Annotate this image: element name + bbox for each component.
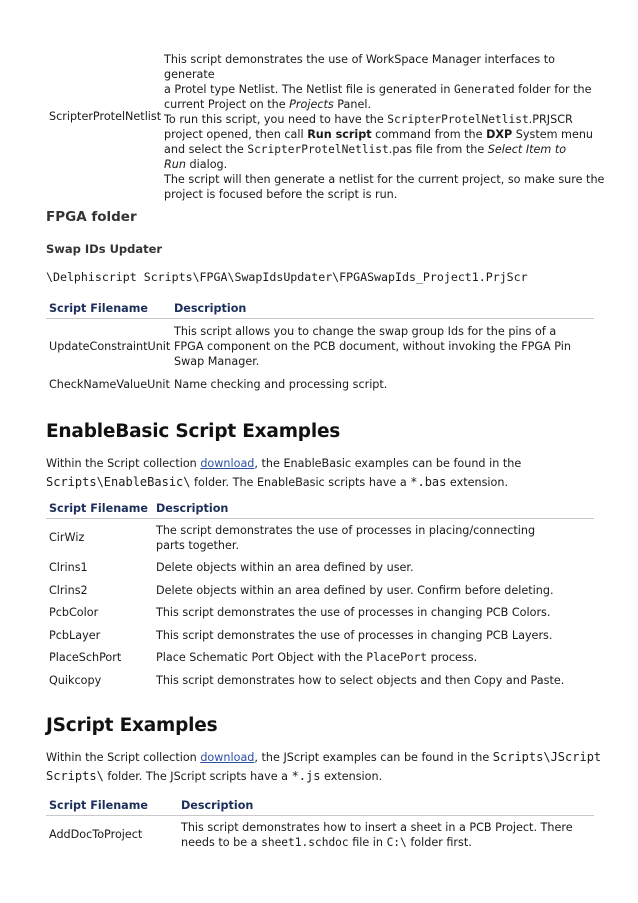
- table-row: [46, 816, 594, 854]
- jscript-scripts-table: [46, 799, 594, 854]
- enablebasic-scripts-table: [46, 502, 594, 692]
- table-row: [46, 647, 594, 670]
- script-filename-cell: CheckNameValueUnit: [49, 378, 170, 391]
- fpga-scripts-table: [46, 302, 594, 396]
- column-header-filename: Script Filename: [49, 799, 148, 812]
- script-description-cell: Name checking and processing script.: [174, 378, 388, 391]
- download-link[interactable]: download: [200, 751, 255, 764]
- table-row: [46, 624, 594, 647]
- script-filename-cell: Clrins2: [49, 583, 88, 597]
- download-link[interactable]: download: [200, 457, 255, 470]
- script-description-cell: Place Schematic Port Object with the PlacePort process.: [156, 651, 478, 665]
- script-description-cell: This script demonstrates the use of processes in changing PCB Colors.: [156, 606, 551, 620]
- script-description-cell: Delete objects within an area defined by user.: [156, 561, 414, 575]
- column-header-filename: Script Filename: [49, 302, 148, 315]
- description-line: The script will then generate a netlist for the current project, so make sure the: [164, 173, 605, 186]
- description-line: project is focused before the script is run.: [164, 188, 398, 201]
- script-description-cell: This script demonstrates how to insert a sheet in a PCB Project. There needs to be a sheet1.schdoc file in C:\ folder first.: [181, 820, 573, 849]
- table-row: [46, 669, 594, 692]
- description-line: Run dialog.: [164, 158, 228, 171]
- table-header-row: [46, 799, 594, 816]
- description-line: current Project on the Projects Panel.: [164, 98, 372, 111]
- intro-line: Within the Script collection download, the EnableBasic examples can be found in the: [46, 457, 522, 470]
- intro-line: Scripts\ folder. The JScript scripts have a *.js extension.: [46, 769, 383, 783]
- script-filename-cell: PlaceSchPort: [49, 651, 122, 665]
- description-line: This script demonstrates the use of WorkSpace Manager interfaces to generate: [164, 53, 555, 81]
- script-filename-cell: ScripterProtelNetlist: [49, 110, 162, 123]
- table-row: [46, 374, 594, 396]
- script-filename-cell: AddDocToProject: [49, 828, 143, 842]
- script-filename-cell: PcbLayer: [49, 628, 101, 642]
- jscript-section-heading: JScript Examples: [46, 715, 218, 736]
- description-line: To run this script, you need to have the ScripterProtelNetlist.PRJSCR: [164, 113, 573, 126]
- intro-line: Within the Script collection download, the JScript examples can be found in the Scripts\JScript: [46, 750, 602, 764]
- script-description-cell: The script demonstrates the use of processes in placing/connecting parts together.: [156, 523, 536, 552]
- description-line: a Protel type Netlist. The Netlist file is generated in Generated folder for the: [164, 83, 592, 96]
- enablebasic-section-heading: EnableBasic Script Examples: [46, 421, 341, 442]
- intro-line: Scripts\EnableBasic\ folder. The EnableBasic scripts have a *.bas extension.: [46, 475, 509, 489]
- column-header-description: Description: [156, 502, 229, 515]
- table-row: [46, 557, 594, 580]
- description-line: project opened, then call Run script command from the DXP System menu: [164, 128, 594, 141]
- enablebasic-intro: [46, 455, 606, 492]
- script-description-cell: [164, 52, 609, 202]
- table-row: [46, 602, 594, 625]
- table-header-row: [46, 502, 594, 519]
- script-path: \Delphiscript Scripts\FPGA\SwapIdsUpdater\FPGASwapIds_Project1.PrjScr: [46, 270, 528, 284]
- swap-ids-updater-heading: Swap IDs Updater: [46, 242, 163, 256]
- table-row: [46, 519, 594, 557]
- script-filename-cell: UpdateConstraintUnit: [49, 339, 171, 353]
- script-filename-cell: Clrins1: [49, 561, 88, 575]
- column-header-filename: Script Filename: [49, 502, 148, 515]
- script-description-cell: This script allows you to change the swap group Ids for the pins of a FPGA component on the PCB document, without invoking the FPGA Pin Swap Manager.: [174, 324, 571, 368]
- script-filename-cell: Quikcopy: [49, 673, 102, 687]
- script-description-cell: Delete objects within an area defined by user. Confirm before deleting.: [156, 583, 554, 597]
- table-row: [46, 579, 594, 602]
- script-filename-cell: CirWiz: [49, 531, 85, 545]
- column-header-description: Description: [181, 799, 254, 812]
- script-description-cell: This script demonstrates the use of processes in changing PCB Layers.: [156, 628, 553, 642]
- script-description-cell: This script demonstrates how to select objects and then Copy and Paste.: [156, 673, 565, 687]
- table-header-row: [46, 302, 594, 319]
- column-header-description: Description: [174, 302, 247, 315]
- jscript-intro: [46, 748, 606, 786]
- script-filename-cell: PcbColor: [49, 606, 99, 620]
- description-line: and select the ScripterProtelNetlist.pas file from the Select Item to: [164, 143, 567, 156]
- top-table-row: [46, 52, 606, 201]
- fpga-folder-heading: FPGA folder: [46, 209, 137, 225]
- table-row: [46, 319, 594, 374]
